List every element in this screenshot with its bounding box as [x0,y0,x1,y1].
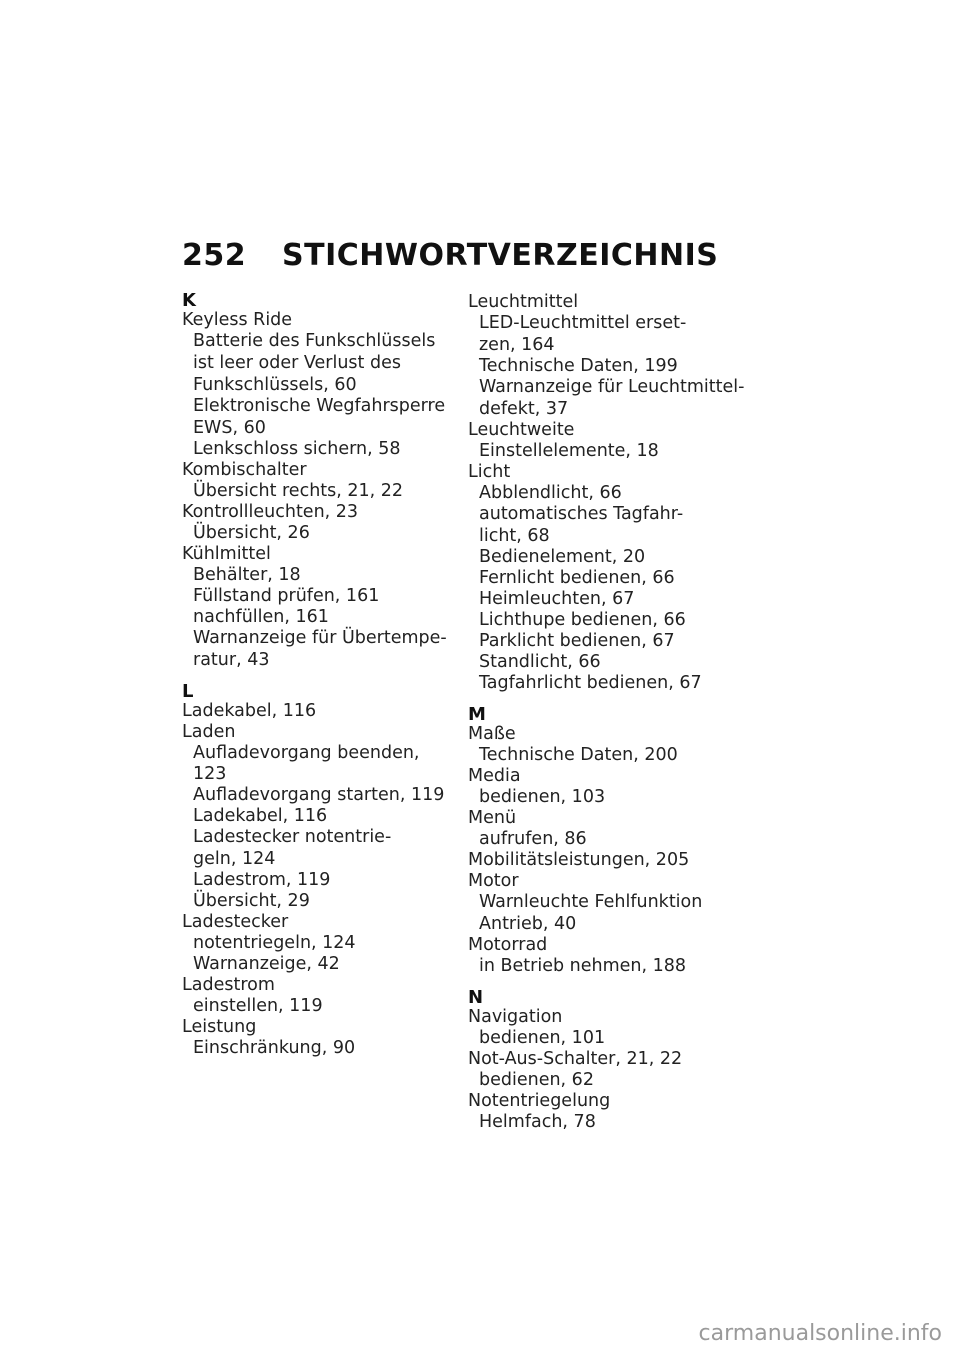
index-letter: L [182,681,194,702]
index-term: Mobilitätsleistungen, 205 [468,850,690,870]
index-term: Menü [468,808,517,828]
index-term: Leistung [182,1017,257,1037]
index-subentry: Warnanzeige für Übertempe- [193,628,447,648]
index-term: Kontrollleuchten, 23 [182,502,359,522]
index-term: Leuchtmittel [468,292,579,312]
index-subentry: aufrufen, 86 [479,829,587,849]
index-subentry: nachfüllen, 161 [193,607,329,627]
index-subentry: Einstellelemente, 18 [479,441,659,461]
index-letter: N [468,987,484,1008]
index-letter: M [468,704,486,725]
group-spacer [468,694,758,706]
index-subentry: ratur, 43 [193,650,270,670]
index-term: Ladekabel, 116 [182,701,317,721]
index-term: Licht [468,462,511,482]
index-subentry: Ladekabel, 116 [193,806,328,826]
index-subentry: Warnleuchte Fehlfunktion [479,892,703,912]
index-subentry: Füllstand prüfen, 161 [193,586,380,606]
index-subentry: einstellen, 119 [193,996,323,1016]
index-term: Ladestrom [182,975,275,995]
index-term: Motorrad [468,935,548,955]
index-column-left [182,292,452,1071]
index-subentry: zen, 164 [479,335,555,355]
index-subentry: Heimleuchten, 67 [479,589,635,609]
index-subentry: Warnanzeige, 42 [193,954,340,974]
index-term: Kühlmittel [182,544,271,564]
index-subentry: Standlicht, 66 [479,652,601,672]
index-subentry: Warnanzeige für Leuchtmittel- [479,377,745,397]
index-column-right [468,292,758,1145]
index-subentry: Aufladevorgang beenden, 123 [193,743,420,784]
index-subentry: Übersicht, 26 [193,523,310,543]
group-spacer [468,1133,758,1145]
index-subentry: Übersicht, 29 [193,891,310,911]
index-subentry: geln, 124 [193,849,276,869]
page-number: 252 [182,238,247,273]
index-subentry: Funkschlüssels, 60 [193,375,357,395]
index-subentry: in Betrieb nehmen, 188 [479,956,687,976]
index-subentry: bedienen, 101 [479,1028,606,1048]
index-subentry: Fernlicht bedienen, 66 [479,568,675,588]
index-subentry: Abblendlicht, 66 [479,483,622,503]
index-term: Motor [468,871,519,891]
index-subentry: Aufladevorgang starten, 119 [193,785,445,805]
index-term: Keyless Ride [182,310,293,330]
index-subentry: LED-Leuchtmittel erset- [479,313,687,333]
index-term: Notentriegelung [468,1091,611,1111]
page-header [182,238,718,273]
index-letter: K [182,290,196,311]
index-term: Laden [182,722,236,742]
page-title: STICHWORTVERZEICHNIS [282,238,719,273]
index-subentry: bedienen, 62 [479,1070,594,1090]
index-term: Not-Aus-Schalter, 21, 22 [468,1049,683,1069]
index-subentry: Batterie des Funkschlüssels [193,331,436,351]
group-spacer [182,1059,452,1071]
index-subentry: Parklicht bedienen, 67 [479,631,675,651]
index-subentry: Ladestecker notentrie- [193,827,392,847]
index-term: Kombischalter [182,460,307,480]
index-subentry: Behälter, 18 [193,565,301,585]
index-subentry: notentriegeln, 124 [193,933,356,953]
index-subentry: EWS, 60 [193,418,266,438]
index-subentry: ist leer oder Verlust des [193,353,401,373]
index-subentry: Technische Daten, 200 [479,745,678,765]
index-term: Leuchtweite [468,420,575,440]
index-subentry: defekt, 37 [479,399,569,419]
watermark: carmanualsonline.info [698,1321,942,1346]
index-subentry: Helmfach, 78 [479,1112,596,1132]
index-subentry: bedienen, 103 [479,787,606,807]
index-subentry: Ladestrom, 119 [193,870,331,890]
group-spacer [468,977,758,989]
index-subentry: Elektronische Wegfahrsperre [193,396,446,416]
index-subentry: Tagfahrlicht bedienen, 67 [479,673,702,693]
index-subentry: Lichthupe bedienen, 66 [479,610,686,630]
group-spacer [182,671,452,683]
index-subentry: Technische Daten, 199 [479,356,678,376]
index-term: Navigation [468,1007,563,1027]
index-subentry: Einschränkung, 90 [193,1038,356,1058]
index-subentry: Antrieb, 40 [479,914,577,934]
index-subentry: licht, 68 [479,526,550,546]
index-subentry: Lenkschloss sichern, 58 [193,439,401,459]
index-subentry: Übersicht rechts, 21, 22 [193,481,404,501]
index-term: Ladestecker [182,912,289,932]
index-subentry: Bedienelement, 20 [479,547,646,567]
index-term: Media [468,766,521,786]
index-term: Maße [468,724,516,744]
index-subentry: automatisches Tagfahr- [479,504,684,524]
